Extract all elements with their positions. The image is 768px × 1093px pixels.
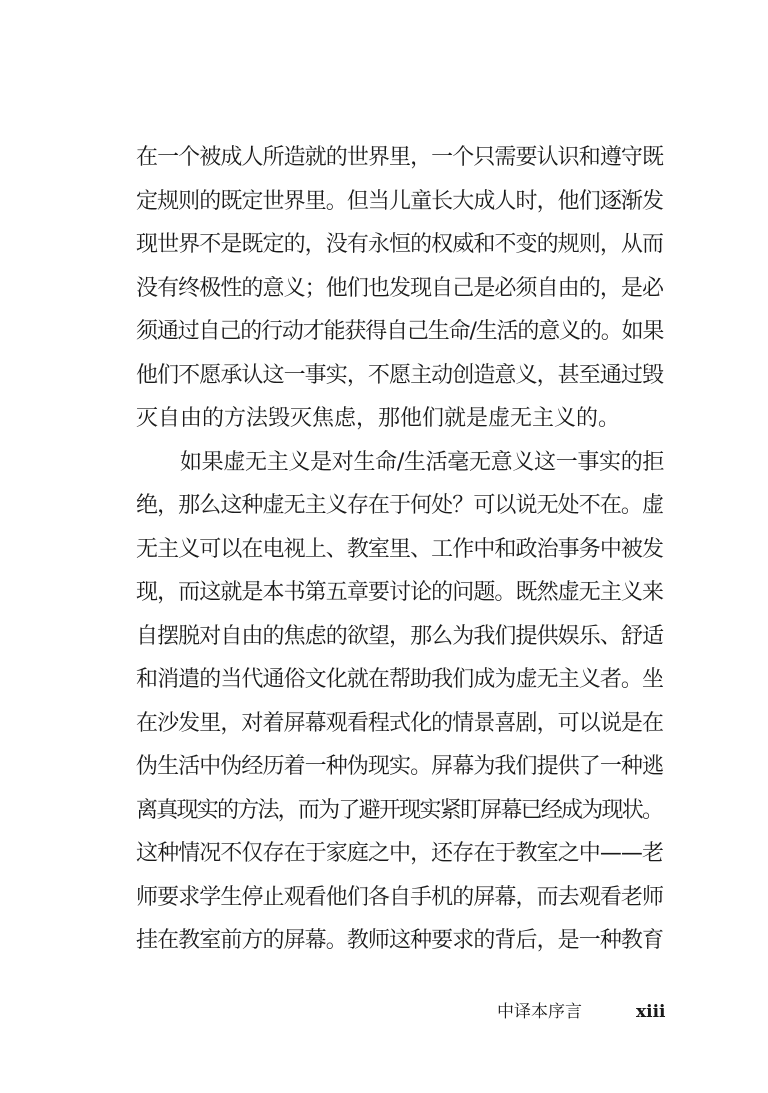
text-line: 自摆脱对自由的焦虑的欲望，那么为我们提供娱乐、舒适 (136, 623, 664, 649)
text-line: 师要求学生停止观看他们各自手机的屏幕，而去观看老师 (136, 884, 664, 910)
text-line: 他们不愿承认这一事实，不愿主动创造意义，甚至通过毁 (136, 362, 664, 388)
text-line: 现，而这就是本书第五章要讨论的问题。既然虚无主义来 (136, 580, 664, 605)
text-line: 在一个被成人所造就的世界里，一个只需要认识和遵守既 (136, 145, 664, 170)
page-number: xiii (636, 1002, 666, 1022)
text-line: 无主义可以在电视上、教室里、工作中和政治事务中被发 (136, 536, 664, 562)
text-line: 离真现实的方法，而为了避开现实紧盯屏幕已经成为现状。 (136, 797, 663, 823)
running-footer-title: 中译本序言 (497, 1002, 582, 1022)
text-line: 定规则的既定世界里。但当儿童长大成人时，他们逐渐发 (136, 188, 664, 214)
text-line: 这种情况不仅存在于家庭之中，还存在于教室之中——老 (136, 841, 664, 866)
text-line: 须通过自己的行动才能获得自己生命/生活的意义的。如果 (136, 319, 664, 344)
text-line: 现世界不是既定的，没有永恒的权威和不变的规则，从而 (136, 232, 664, 257)
text-line: 伪生活中伪经历着一种伪现实。屏幕为我们提供了一种逃 (136, 754, 664, 779)
text-line: 没有终极性的意义；他们也发现自己是必须自由的，是必 (136, 275, 664, 301)
text-line: 和消遣的当代通俗文化就在帮助我们成为虚无主义者。坐 (136, 667, 664, 692)
body-text (136, 136, 664, 963)
paragraph-start-line: 如果虚无主义是对生命/生活毫无意义这一事实的拒 (180, 449, 665, 475)
text-line: 挂在教室前方的屏幕。教师这种要求的背后，是一种教育 (136, 928, 664, 953)
text-line: 灭自由的方法毁灭焦虑，那他们就是虚无主义的。 (136, 406, 621, 431)
text-line: 绝，那么这种虚无主义存在于何处？可以说无处不在。虚 (136, 493, 664, 518)
text-line: 在沙发里，对着屏幕观看程式化的情景喜剧，可以说是在 (136, 710, 664, 736)
